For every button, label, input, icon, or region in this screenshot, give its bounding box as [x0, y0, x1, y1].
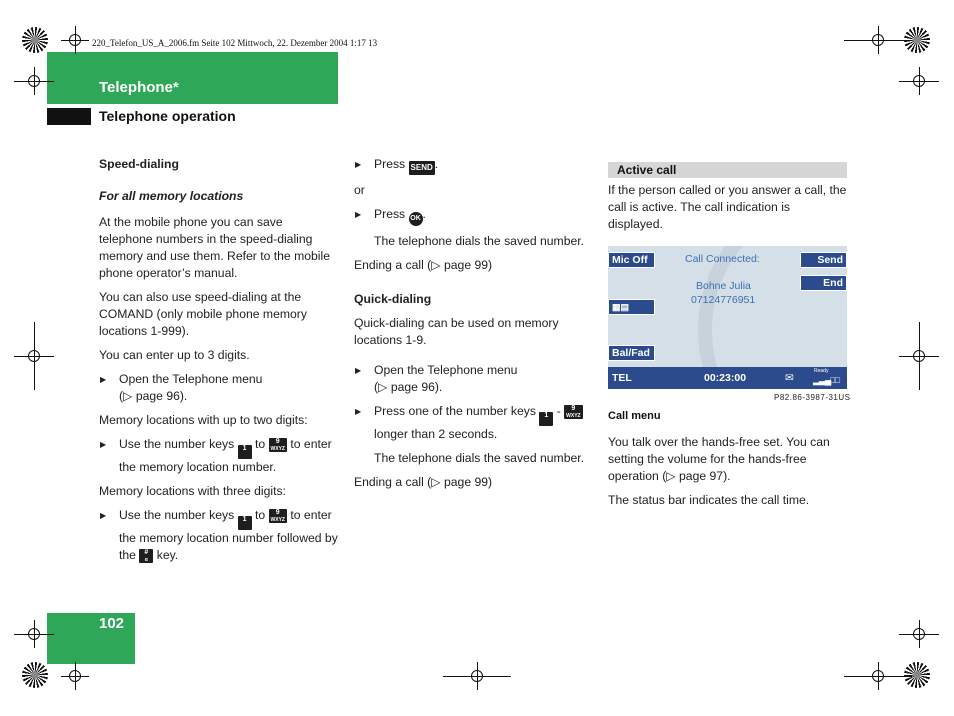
key-1-icon: 1	[238, 445, 252, 459]
bullet-item	[354, 362, 596, 396]
page-ref-link: (▷ page 96).	[119, 389, 188, 403]
bullet-item	[99, 507, 339, 564]
bullet-text: Press	[374, 207, 406, 221]
bullet-item	[354, 206, 596, 226]
chapter-title: Telephone*	[99, 79, 179, 96]
page-ref-link: (▷ page 96).	[374, 380, 443, 394]
bullet-text: to	[254, 508, 266, 522]
paragraph: Memory locations with three digits:	[99, 484, 286, 498]
chapter-header-band	[47, 52, 338, 104]
column-dialing	[354, 156, 596, 498]
key-9-icon: 9 WXYZ	[270, 438, 285, 452]
paragraph: The status bar indicates the call time.	[608, 493, 810, 507]
key-9-icon: 9 WXYZ	[566, 405, 581, 419]
result-text: The telephone dials the saved number.	[374, 451, 585, 465]
registration-mark-icon	[904, 662, 930, 688]
result-text: The telephone dials the saved number.	[374, 234, 585, 248]
bullet-text: Use the number keys	[119, 508, 235, 522]
active-call-intro	[608, 182, 848, 240]
paragraph: You talk over the hands-free set. You can setting the volume for the hands-free operation (▷ page 97).	[608, 435, 830, 483]
status-bar	[608, 367, 847, 389]
section-marker	[47, 108, 91, 125]
column-speed-dialing	[99, 156, 339, 571]
call-time: 00:23:00	[704, 372, 747, 384]
ok-key-icon: OK	[409, 212, 423, 226]
bullet-text: to enter the memory location number followed by the	[119, 508, 338, 562]
bullet-text: Press	[374, 157, 406, 171]
page-number: 102	[99, 615, 125, 632]
call-connected-label: Call Connected:	[685, 253, 760, 265]
bullet-text: Use the number keys	[119, 437, 235, 451]
image-code: P82.86-3987-31US	[774, 393, 851, 402]
bullet-text: longer than 2 seconds.	[374, 427, 498, 441]
paragraph: You can also use speed-dialing at the COMAND (only mobile phone memory locations 1-999).	[99, 290, 307, 338]
active-call-section-bar	[608, 162, 847, 178]
mic-off-button[interactable]: Mic Off	[608, 252, 655, 268]
file-meta-line: 220_Telefon_US_A_2006.fm Seite 102 Mittwoch, 22. Dezember 2004 1:17 13	[92, 38, 378, 48]
bullet-item	[354, 156, 596, 175]
end-button[interactable]: End	[800, 275, 847, 291]
bullet-text: -	[556, 404, 561, 418]
bullet-item	[99, 371, 339, 405]
key-hash-icon: # α	[139, 549, 153, 563]
memory-locations-subheading: For all memory locations	[99, 189, 244, 203]
registration-mark-icon	[22, 662, 48, 688]
bullet-text: Open the Telephone menu	[374, 363, 518, 377]
bullet-text: Open the Telephone menu	[119, 372, 263, 386]
paragraph: You can enter up to 3 digits.	[99, 348, 250, 362]
key-1-icon: 1	[539, 412, 553, 426]
bullet-item	[354, 403, 596, 443]
bullet-text: .	[434, 157, 439, 171]
paragraph: If the person called or you answer a call, the call is active. The call indication is displayed.	[608, 183, 847, 231]
key-9-icon: 9 WXYZ	[270, 509, 285, 523]
key-1-icon: 1	[238, 516, 252, 530]
bullet-item	[99, 436, 339, 476]
section-bar-label: Active call	[617, 163, 677, 177]
call-menu-screen	[608, 246, 847, 389]
registration-mark-icon	[22, 27, 48, 53]
section-title: Telephone operation	[99, 108, 236, 124]
caller-name: Bohne Julia	[696, 280, 751, 292]
bullet-text: key.	[156, 548, 179, 562]
speed-dialing-heading: Speed-dialing	[99, 157, 179, 171]
send-button[interactable]: Send	[800, 252, 847, 268]
bullet-text: Press one of the number keys	[374, 404, 536, 418]
tel-label: TEL	[612, 372, 632, 384]
bullet-text: to	[254, 437, 266, 451]
bullet-text: to enter the memory location number.	[119, 437, 332, 474]
or-text: or	[354, 183, 365, 197]
paragraph: Quick-dialing can be used on memory locations 1-9.	[354, 316, 559, 347]
send-key-icon: SEND	[409, 161, 435, 175]
caller-number: 07124776951	[691, 294, 756, 306]
figure-caption: Call menu	[608, 410, 661, 422]
phonebook-icon: ▦▤	[612, 302, 630, 312]
bullet-text: .	[422, 207, 426, 221]
balance-fader-button[interactable]: Bal/Fad	[608, 345, 655, 361]
paragraph: At the mobile phone you can save telephone numbers in the speed-dialing memory and use them. Refer to the mobile phone operator’s manual.	[99, 215, 330, 280]
ending-call-ref: Ending a call (▷ page 99)	[354, 258, 493, 272]
paragraph: Memory locations with up to two digits:	[99, 413, 308, 427]
envelope-icon: ✉	[785, 372, 794, 384]
ready-label: Ready	[814, 368, 829, 374]
active-call-body	[608, 434, 848, 516]
quick-dialing-heading: Quick-dialing	[354, 292, 432, 306]
signal-strength-icon: ▂▃▄□□	[813, 375, 840, 385]
phonebook-button[interactable]	[608, 299, 655, 315]
ending-call-ref: Ending a call (▷ page 99)	[354, 475, 493, 489]
